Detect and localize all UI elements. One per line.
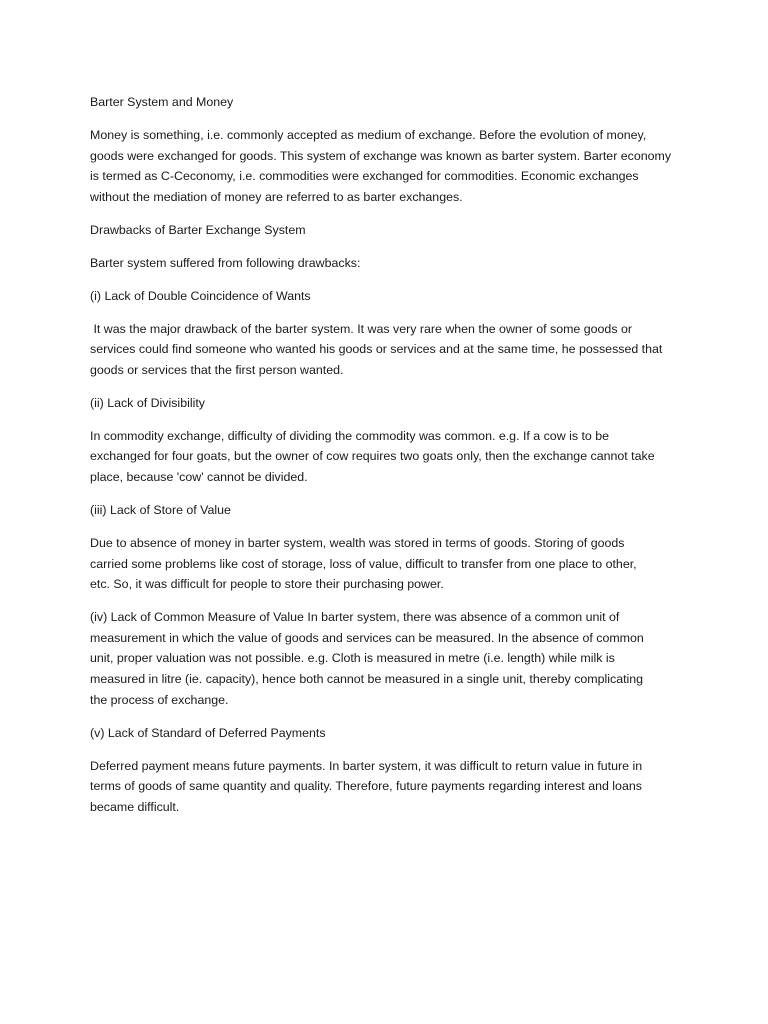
section-paragraph-double-coincidence (90, 319, 690, 381)
paragraph-line: unit, proper valuation was not possible. e.g. Cloth is measured in metre (i.e. length) while milk is (90, 651, 615, 666)
paragraph-line: became difficult. (90, 799, 180, 814)
section-heading-double-coincidence: (i) Lack of Double Coincidence of Wants (90, 288, 311, 303)
intro-paragraph (90, 125, 690, 207)
intro-line: without the mediation of money are referred to as barter exchanges. (90, 189, 463, 204)
section-heading-deferred-payments: (v) Lack of Standard of Deferred Payments (90, 725, 326, 740)
section-heading-divisibility: (ii) Lack of Divisibility (90, 395, 205, 410)
document-body (90, 92, 690, 830)
paragraph-line: etc. So, it was difficult for people to store their purchasing power. (90, 577, 444, 592)
paragraph-line: carried some problems like cost of storage, loss of value, difficult to transfer from one place to other, (90, 556, 637, 571)
intro-line: Money is something, i.e. commonly accepted as medium of exchange. Before the evolution of money, (90, 127, 647, 142)
paragraph-line: measurement in which the value of goods and services can be measured. In the absence of common (90, 630, 644, 645)
paragraph-line: services could find someone who wanted his goods or services and at the same time, he possessed that (90, 342, 663, 357)
document-title: Barter System and Money (90, 95, 234, 109)
paragraph-line: Due to absence of money in barter system, wealth was stored in terms of goods. Storing of goods (90, 536, 625, 551)
paragraph-line: In commodity exchange, difficulty of dividing the commodity was common. e.g. If a cow is to be (90, 428, 610, 443)
paragraph-line: the process of exchange. (90, 692, 229, 707)
paragraph-line: exchanged for four goats, but the owner of cow requires two goats only, then the exchange cannot take (90, 449, 655, 464)
drawbacks-intro: Barter system suffered from following drawbacks: (90, 255, 361, 270)
paragraph-line: (iv) Lack of Common Measure of Value In barter system, there was absence of a common unit of (90, 610, 620, 625)
paragraph-line: It was the major drawback of the barter system. It was very rare when the owner of some goods or (90, 321, 632, 336)
section-paragraph-deferred-payments (90, 756, 690, 818)
paragraph-line: place, because 'cow' cannot be divided. (90, 470, 308, 485)
section-paragraph-divisibility (90, 426, 690, 488)
paragraph-line: terms of goods of same quantity and quality. Therefore, future payments regarding interest and loans (90, 779, 642, 794)
intro-line: is termed as C-Ceconomy, i.e. commodities were exchanged for commodities. Economic exchanges (90, 169, 639, 184)
intro-line: goods were exchanged for goods. This system of exchange was known as barter system. Barter economy (90, 148, 672, 163)
paragraph-line: goods or services that the first person wanted. (90, 362, 344, 377)
paragraph-line: measured in litre (ie. capacity), hence both cannot be measured in a single unit, thereby complicating (90, 671, 644, 686)
paragraph-line: Deferred payment means future payments. In barter system, it was difficult to return value in future in (90, 758, 643, 773)
section-heading-store-of-value: (iii) Lack of Store of Value (90, 503, 231, 518)
section-paragraph-store-of-value (90, 533, 690, 595)
section-paragraph-common-measure (90, 607, 690, 710)
drawbacks-heading: Drawbacks of Barter Exchange System (90, 222, 306, 237)
